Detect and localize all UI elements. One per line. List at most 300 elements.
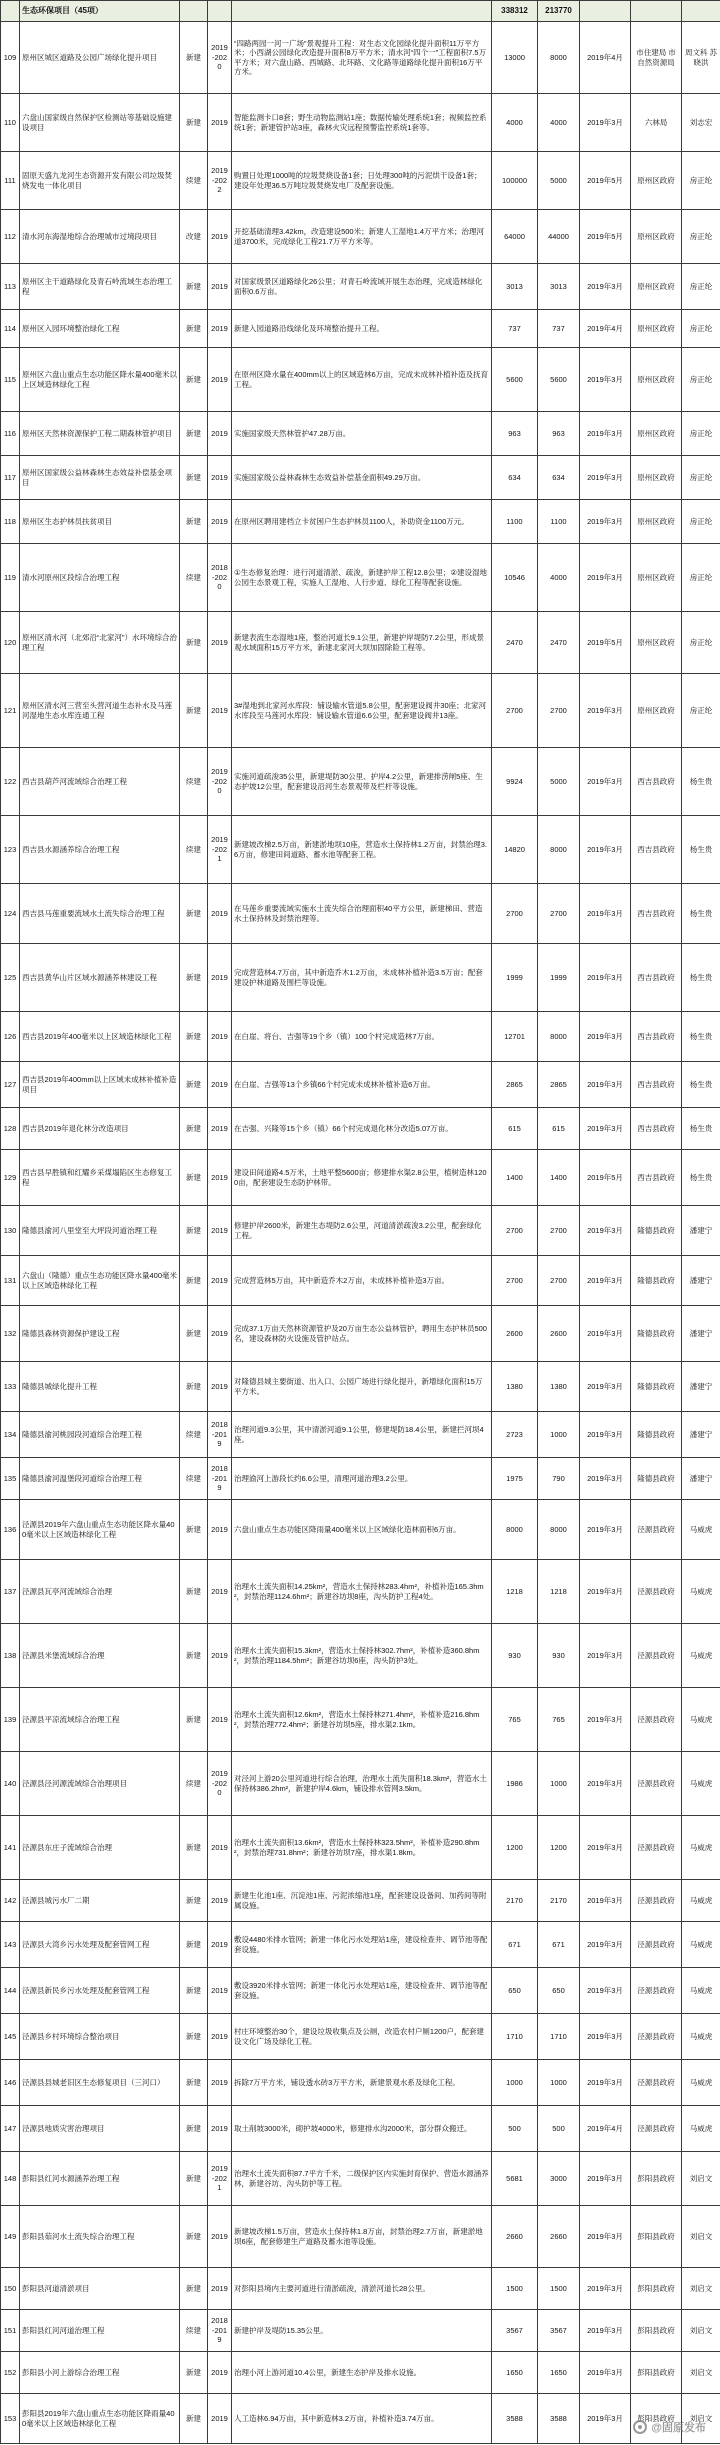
- start-date-cell: [580, 2310, 631, 2352]
- total-investment: 100000: [501, 175, 528, 185]
- construction-content-cell: [232, 456, 492, 500]
- annual-investment-cell: [538, 2206, 580, 2268]
- construction-content: 对国家级景区道路绿化26公里；对青石岭流域开展生态治理，完成造林绿化面积0.6万亩。: [234, 277, 483, 296]
- start-date-cell: [580, 816, 631, 884]
- responsible-unit: 西吉县政府: [637, 776, 675, 786]
- responsible-unit-cell: [631, 500, 682, 544]
- construction-period: 2019: [211, 1328, 228, 1338]
- project-name-cell: [20, 1012, 180, 1062]
- project-name: 西吉县马莲重要流域水土流失综合治理工程: [22, 908, 165, 918]
- construction-type: 续建: [186, 1778, 201, 1788]
- responsible-unit-cell: [631, 2060, 682, 2106]
- construction-period: 2019: [211, 2413, 228, 2423]
- total-investment-cell: [492, 1500, 538, 1560]
- responsible-leader-cell: [682, 1256, 720, 1306]
- construction-period-cell: [208, 1108, 232, 1150]
- responsible-unit: 泾源县政府: [637, 1895, 675, 1905]
- start-date-cell: [580, 2014, 631, 2060]
- construction-type-cell: [180, 500, 208, 544]
- construction-content: 新建生化池1座、沉淀池1座、污泥浓缩池1座，配套建设设备间、加药间等附属设施。: [234, 1891, 487, 1910]
- construction-content-cell: [232, 2060, 492, 2106]
- construction-content: 在吉强、兴隆等15个乡（镇）66个村完成退化林分改造5.07万亩。: [234, 1123, 453, 1133]
- construction-period: 2019: [211, 2231, 228, 2241]
- responsible-leader: 马威虎: [689, 2031, 713, 2041]
- construction-type: 续建: [186, 1473, 201, 1483]
- responsible-unit-cell: [631, 816, 682, 884]
- project-row: [1, 2206, 720, 2268]
- responsible-unit-cell: [631, 94, 682, 152]
- annual-investment: 8000: [550, 1031, 567, 1041]
- annual-investment-cell: [538, 1150, 580, 1206]
- responsible-leader: 马威虎: [689, 1524, 713, 1534]
- responsible-leader: 马威虎: [689, 1714, 713, 1724]
- annual-investment: 3000: [550, 2173, 567, 2183]
- start-date-cell: [580, 1206, 631, 1256]
- project-number-cell: [1, 1922, 20, 1968]
- project-name-cell: [20, 310, 180, 348]
- construction-period: 2018-2019: [211, 1464, 228, 1493]
- construction-period: 2019: [211, 281, 228, 291]
- start-date-cell: [580, 1362, 631, 1412]
- responsible-leader-cell: [682, 1880, 720, 1922]
- responsible-leader-cell: [682, 944, 720, 1012]
- start-date: 2019年3月: [587, 428, 623, 438]
- responsible-unit: 彭阳县政府: [637, 2367, 675, 2377]
- responsible-leader-cell: [682, 2014, 720, 2060]
- construction-content-cell: [232, 2352, 492, 2394]
- total-investment: 930: [508, 1650, 521, 1660]
- annual-investment-cell: [538, 1256, 580, 1306]
- construction-content: 完成营造林5万亩，其中新造乔木2万亩，未成林补植补造3万亩。: [234, 1275, 450, 1285]
- project-number-cell: [1, 884, 20, 944]
- responsible-leader: 马威虎: [689, 1650, 713, 1660]
- construction-period-cell: [208, 348, 232, 412]
- start-date: 2019年3月: [587, 1524, 623, 1534]
- responsible-leader: 刘启文: [689, 2231, 713, 2241]
- responsible-unit: 原州区政府: [637, 572, 675, 582]
- total-investment-cell: [492, 1256, 538, 1306]
- responsible-unit-cell: [631, 944, 682, 1012]
- project-row: [1, 152, 720, 210]
- construction-type-cell: [180, 210, 208, 264]
- start-date-cell: [580, 1688, 631, 1752]
- construction-type-cell: [180, 612, 208, 674]
- responsible-unit-cell: [631, 1560, 682, 1624]
- responsible-unit: 泾源县政府: [637, 1842, 675, 1852]
- annual-investment-cell: [538, 544, 580, 612]
- responsible-unit: 泾源县政府: [637, 1985, 675, 1995]
- annual-investment: 3588: [550, 2413, 567, 2423]
- project-name: 彭阳县红河河道治理工程: [22, 2325, 105, 2335]
- project-name: 西吉县葫芦河流域综合治理工程: [22, 776, 127, 786]
- project-name-cell: [20, 2152, 180, 2206]
- responsible-unit-cell: [631, 1108, 682, 1150]
- total-investment: 13000: [504, 52, 525, 62]
- annual-investment: 3013: [550, 281, 567, 291]
- responsible-leader: 房正纶: [689, 281, 713, 291]
- responsible-unit: 西吉县政府: [637, 1079, 675, 1089]
- responsible-unit: 隆德县政府: [637, 1381, 675, 1391]
- responsible-leader: 房正纶: [689, 323, 713, 333]
- construction-period: 2019: [211, 516, 228, 526]
- construction-period-cell: [208, 1306, 232, 1362]
- total-investment: 2700: [506, 1275, 523, 1285]
- annual-investment-cell: [538, 1688, 580, 1752]
- construction-type: 新建: [186, 1079, 201, 1089]
- responsible-leader: 杨生贵: [689, 972, 713, 982]
- construction-content: 实施河道疏浚35公里，新建堤防30公里、护岸4.2公里，新建排涝闸5座、生态护坡12公里，配套建设沿河生态景观带及栏杆等设施。: [234, 772, 483, 791]
- construction-type-cell: [180, 412, 208, 456]
- total-investment-cell: [492, 674, 538, 748]
- responsible-leader-cell: [682, 884, 720, 944]
- responsible-unit-cell: [631, 1012, 682, 1062]
- annual-investment: 634: [552, 472, 565, 482]
- responsible-unit-cell: [631, 1362, 682, 1412]
- responsible-leader: 房正纶: [689, 572, 713, 582]
- responsible-unit: 西吉县政府: [637, 972, 675, 982]
- project-number-cell: [1, 1560, 20, 1624]
- project-name-cell: [20, 1412, 180, 1458]
- project-number-cell: [1, 816, 20, 884]
- construction-period: 2019: [211, 1939, 228, 1949]
- total-investment-cell: [492, 544, 538, 612]
- project-row: [1, 1458, 720, 1500]
- construction-content: 在马莲乡重要流域实施水土流失综合治理面积40平方公里，新建梯田、营造水土保持林及封禁治理等。: [234, 904, 483, 923]
- construction-period-cell: [208, 1752, 232, 1816]
- total-investment: 3588: [506, 2413, 523, 2423]
- construction-type-cell: [180, 1062, 208, 1108]
- project-number: 150: [3, 2283, 17, 2293]
- construction-period: 2019-2020: [211, 43, 228, 72]
- project-number-cell: [1, 1206, 20, 1256]
- construction-period-cell: [208, 22, 232, 94]
- construction-period-cell: [208, 94, 232, 152]
- total-investment-cell: [492, 1012, 538, 1062]
- construction-content: 对隆德县城主要街道、出入口、公园广场进行绿化提升，新增绿化面积15万平方米。: [234, 1377, 483, 1396]
- project-name: 彭阳县小河上游综合治理工程: [22, 2367, 120, 2377]
- start-date-cell: [580, 674, 631, 748]
- annual-investment-cell: [538, 748, 580, 816]
- project-number: 136: [3, 1524, 17, 1534]
- project-number: 148: [3, 2173, 17, 2183]
- start-date: 2019年3月: [587, 2173, 623, 2183]
- total-investment-cell: [492, 2268, 538, 2310]
- project-name-cell: [20, 748, 180, 816]
- construction-type: 新建: [186, 1172, 201, 1182]
- construction-type-cell: [180, 2394, 208, 2444]
- project-row: [1, 348, 720, 412]
- start-date-cell: [580, 1624, 631, 1688]
- project-name: 原州区城区道路及公园广场绿化提升项目: [22, 52, 157, 62]
- total-investment-cell: [492, 1362, 538, 1412]
- construction-period-cell: [208, 816, 232, 884]
- construction-type: 续建: [186, 175, 201, 185]
- watermark-logo-icon: [633, 2420, 647, 2434]
- construction-content-cell: [232, 2268, 492, 2310]
- project-number: 139: [3, 1714, 17, 1724]
- responsible-unit: 原州区政府: [637, 323, 675, 333]
- construction-period-cell: [208, 1560, 232, 1624]
- responsible-unit: 隆德县政府: [637, 1473, 675, 1483]
- construction-type-cell: [180, 2060, 208, 2106]
- total-investment-cell: [492, 2014, 538, 2060]
- project-name: 西吉县2019年退化林分改造项目: [22, 1123, 129, 1133]
- project-number: 132: [3, 1328, 17, 1338]
- construction-period: 2019: [211, 323, 228, 333]
- project-row: [1, 1256, 720, 1306]
- construction-content-cell: [232, 1150, 492, 1206]
- start-date-cell: [580, 1412, 631, 1458]
- total-investment-cell: [492, 1412, 538, 1458]
- start-date: 2019年3月: [587, 281, 623, 291]
- total-investment: 1999: [506, 972, 523, 982]
- construction-content-cell: [232, 1412, 492, 1458]
- start-date: 2019年3月: [587, 2077, 623, 2087]
- start-date-cell: [580, 2352, 631, 2394]
- responsible-leader-cell: [682, 2152, 720, 2206]
- total-investment: 2723: [506, 1429, 523, 1439]
- project-name-cell: [20, 2206, 180, 2268]
- construction-period-cell: [208, 1500, 232, 1560]
- annual-investment: 650: [552, 1985, 565, 1995]
- start-date: 2019年4月: [587, 323, 623, 333]
- project-number: 117: [4, 472, 16, 482]
- annual-investment-cell: [538, 674, 580, 748]
- project-row: [1, 210, 720, 264]
- total-investment: 1000: [506, 2077, 523, 2087]
- project-number-cell: [1, 2014, 20, 2060]
- construction-type: 续建: [186, 1429, 201, 1439]
- responsible-unit: 西吉县政府: [637, 908, 675, 918]
- construction-type: 续建: [186, 2325, 201, 2335]
- project-number-cell: [1, 1968, 20, 2014]
- annual-investment: 5600: [550, 374, 567, 384]
- start-date: 2019年3月: [587, 2325, 623, 2335]
- project-number-cell: [1, 1816, 20, 1880]
- construction-type: 续建: [186, 572, 201, 582]
- construction-period: 2019: [211, 1123, 228, 1133]
- annual-investment: 1000: [550, 2077, 567, 2087]
- responsible-leader-cell: [682, 412, 720, 456]
- responsible-unit: 泾源县政府: [637, 2031, 675, 2041]
- construction-period-cell: [208, 2310, 232, 2352]
- responsible-unit: 泾源县政府: [637, 1650, 675, 1660]
- start-date-cell: [580, 544, 631, 612]
- project-number: 127: [3, 1079, 17, 1089]
- project-number-cell: [1, 152, 20, 210]
- start-date: 2019年5月: [587, 1172, 623, 1182]
- construction-type-cell: [180, 2310, 208, 2352]
- project-name-cell: [20, 1108, 180, 1150]
- project-number: 145: [3, 2031, 17, 2041]
- project-row: [1, 2106, 720, 2152]
- construction-type-cell: [180, 348, 208, 412]
- construction-content: ①生态修复治理：进行河道清淤、疏浚，新建护岸工程12.8公里；②建设湿地公园生态景观工程，实施人工湿地、人行步道、绿化工程等配套设施。: [234, 568, 488, 587]
- project-name: 泾源县大湾乡污水处理及配套管网工程: [22, 1939, 150, 1949]
- start-date: 2019年3月: [587, 705, 623, 715]
- responsible-unit-cell: [631, 884, 682, 944]
- total-investment: 615: [508, 1123, 521, 1133]
- project-name-cell: [20, 2394, 180, 2444]
- project-number-cell: [1, 2060, 20, 2106]
- construction-type-cell: [180, 544, 208, 612]
- construction-period-cell: [208, 1256, 232, 1306]
- construction-period: 2019: [211, 374, 228, 384]
- construction-content: 对泾河上游20公里河道进行综合治理，治理水土流失面积18.3km²，营造水土保持林386.2hm²，新建护岸4.6km，铺设排水管网3.5km。: [234, 1774, 487, 1793]
- project-number-cell: [1, 2268, 20, 2310]
- project-number-cell: [1, 612, 20, 674]
- project-name: 原州区清水河（北郊沿“北家河”）水环境综合治理工程: [22, 633, 177, 652]
- responsible-leader: 潘建宁: [689, 1225, 713, 1235]
- construction-content-cell: [232, 748, 492, 816]
- start-date: 2019年5月: [587, 637, 623, 647]
- project-name: 隆德县森林资源保护建设工程: [22, 1328, 120, 1338]
- construction-period-cell: [208, 2152, 232, 2206]
- responsible-unit-cell: [631, 2152, 682, 2206]
- responsible-unit: 原州区政府: [637, 175, 675, 185]
- construction-content: 新建坡改梯1.5万亩，营造水土保持林1.8万亩，封禁治理2.7万亩，新建淤地坝6座，配套修建生产道路及蓄水池等设施。: [234, 2227, 483, 2246]
- responsible-unit-cell: [631, 2352, 682, 2394]
- project-number: 143: [3, 1939, 17, 1949]
- construction-type: 新建: [186, 2077, 201, 2087]
- responsible-leader: 房正纶: [689, 516, 713, 526]
- construction-content: 开挖基础清理3.42km，改造建设500米；新建人工湿地1.4万平方米；治理河道3700米，完成绿化工程21.7万平方米等。: [234, 227, 485, 246]
- total-investment: 3013: [506, 281, 523, 291]
- annual-investment-cell: [538, 1922, 580, 1968]
- responsible-unit-cell: [631, 2268, 682, 2310]
- construction-type: 新建: [186, 516, 201, 526]
- total-investment-cell: [492, 1306, 538, 1362]
- construction-period: 2019: [211, 2031, 228, 2041]
- total-investment: 963: [508, 428, 521, 438]
- project-row: [1, 1560, 720, 1624]
- construction-content: 在原州区聘用建档立卡贫困户生态护林员1100人，补助资金1100万元。: [234, 516, 469, 526]
- responsible-unit: 西吉县政府: [637, 1123, 675, 1133]
- responsible-leader: 杨生贵: [689, 908, 713, 918]
- responsible-leader-cell: [682, 2268, 720, 2310]
- construction-period-cell: [208, 264, 232, 310]
- construction-type: 新建: [186, 2413, 201, 2423]
- project-row: [1, 2014, 720, 2060]
- responsible-unit: 泾源县政府: [637, 1714, 675, 1724]
- responsible-unit: 原州区政府: [637, 428, 675, 438]
- project-name: 原州区清水河三营至头营河道生态补水及马莲河湿地生态水库连通工程: [22, 701, 172, 720]
- responsible-unit-cell: [631, 1624, 682, 1688]
- construction-content-cell: [232, 1560, 492, 1624]
- total-investment: 1975: [506, 1473, 523, 1483]
- construction-period: 2019: [211, 1586, 228, 1596]
- construction-period: 2019: [211, 472, 228, 482]
- construction-type: 新建: [186, 972, 201, 982]
- project-row: [1, 1306, 720, 1362]
- construction-type: 新建: [186, 2367, 201, 2377]
- annual-investment: 963: [552, 428, 565, 438]
- construction-type-cell: [180, 1752, 208, 1816]
- project-number: 123: [3, 844, 17, 854]
- start-date: 2019年3月: [587, 1328, 623, 1338]
- start-date: 2019年3月: [587, 972, 623, 982]
- total-investment-cell: [492, 612, 538, 674]
- total-investment: 500: [508, 2123, 521, 2133]
- start-date: 2019年3月: [587, 1275, 623, 1285]
- project-number: 133: [3, 1381, 17, 1391]
- annual-investment-cell: [538, 1500, 580, 1560]
- responsible-unit-cell: [631, 1968, 682, 2014]
- project-name: 泾源县2019年六盘山重点生态功能区降水量400毫米以上区域造林绿化工程: [22, 1520, 175, 1539]
- responsible-leader: 房正纶: [689, 231, 713, 241]
- project-name-cell: [20, 884, 180, 944]
- project-row: [1, 1816, 720, 1880]
- construction-content-cell: [232, 310, 492, 348]
- responsible-leader: 马威虎: [689, 1895, 713, 1905]
- start-date: 2019年3月: [587, 1714, 623, 1724]
- start-date-cell: [580, 264, 631, 310]
- responsible-leader-cell: [682, 1922, 720, 1968]
- responsible-unit-cell: [631, 310, 682, 348]
- construction-type-cell: [180, 1688, 208, 1752]
- construction-type-cell: [180, 944, 208, 1012]
- start-date-cell: [580, 1880, 631, 1922]
- start-date: 2019年3月: [587, 1985, 623, 1995]
- section-title: 生态环保项目（45项）: [20, 1, 180, 22]
- construction-content-cell: [232, 1062, 492, 1108]
- responsible-unit-cell: [631, 2206, 682, 2268]
- start-date-cell: [580, 152, 631, 210]
- responsible-leader: 马威虎: [689, 1939, 713, 1949]
- responsible-leader: 杨生贵: [689, 1079, 713, 1089]
- start-date-cell: [580, 1306, 631, 1362]
- project-name: 清水河原州区段综合治理工程: [22, 572, 120, 582]
- project-name: 隆德县城绿化提升工程: [22, 1381, 97, 1391]
- total-investment-cell: [492, 152, 538, 210]
- annual-investment: 2660: [550, 2231, 567, 2241]
- project-name-cell: [20, 2352, 180, 2394]
- project-number-cell: [1, 1688, 20, 1752]
- total-investment: 1200: [506, 1842, 523, 1852]
- construction-type: 新建: [186, 1939, 201, 1949]
- construction-content-cell: [232, 210, 492, 264]
- responsible-unit: 泾源县政府: [637, 2123, 675, 2133]
- responsible-unit-cell: [631, 674, 682, 748]
- project-row: [1, 2152, 720, 2206]
- construction-type: 新建: [186, 1714, 201, 1724]
- responsible-unit: 市住建局 市自然资源局: [636, 48, 676, 67]
- start-date: 2019年3月: [587, 1586, 623, 1596]
- responsible-unit-cell: [631, 1062, 682, 1108]
- start-date-cell: [580, 500, 631, 544]
- responsible-leader: 刘启文: [689, 2325, 713, 2335]
- annual-investment-cell: [538, 2268, 580, 2310]
- construction-type-cell: [180, 1458, 208, 1500]
- construction-content-cell: [232, 612, 492, 674]
- responsible-leader-cell: [682, 94, 720, 152]
- project-number-cell: [1, 1412, 20, 1458]
- responsible-unit-cell: [631, 264, 682, 310]
- construction-type: 新建: [186, 1225, 201, 1235]
- construction-period: 2019: [211, 1524, 228, 1534]
- responsible-leader: 刘启文: [689, 2173, 713, 2183]
- construction-period-cell: [208, 1412, 232, 1458]
- responsible-unit-cell: [631, 1880, 682, 1922]
- total-investment-cell: [492, 1560, 538, 1624]
- project-number: 135: [3, 1473, 17, 1483]
- responsible-unit: 西吉县政府: [637, 1031, 675, 1041]
- project-number-cell: [1, 310, 20, 348]
- project-name-cell: [20, 348, 180, 412]
- construction-period-cell: [208, 884, 232, 944]
- construction-type: 新建: [186, 1328, 201, 1338]
- annual-investment-cell: [538, 1880, 580, 1922]
